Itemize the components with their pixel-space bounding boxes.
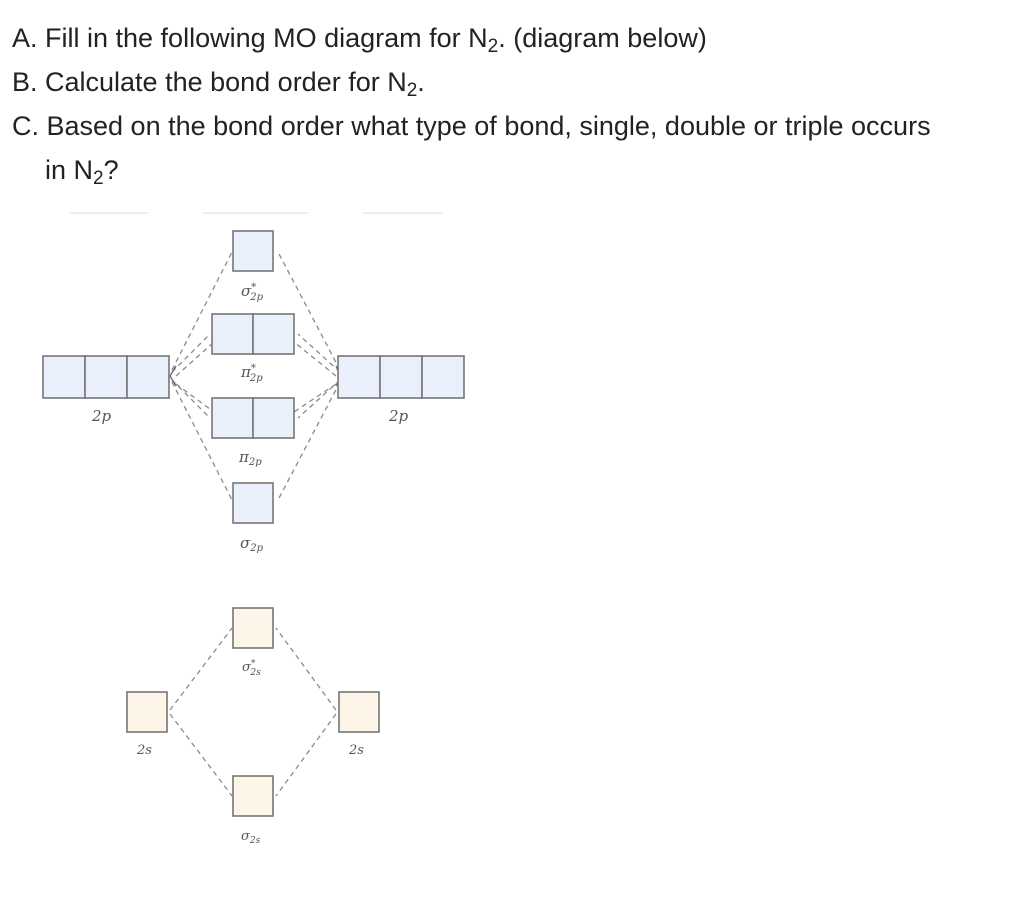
pi-star-2p-box-1[interactable] [212,314,253,354]
sigma-2s-box[interactable] [233,776,273,816]
sigma-2p-symbol: σ [240,534,251,552]
right-2p-box-1[interactable] [338,356,380,398]
subscript-2: 2 [93,168,104,189]
sigma-star-2p-label [241,282,264,303]
pi-2p-symbol: π [239,448,249,466]
sigma-2p-box[interactable] [233,483,273,523]
right-2p-label: 2p [389,407,409,425]
right-2p-box-3[interactable] [422,356,464,398]
sigma-star-2p-sub: 2p [250,292,264,303]
sigma-2p-label [240,534,264,554]
left-2p-label: 2p [92,407,112,425]
right-2p-box-2[interactable] [380,356,422,398]
sigma-2p-sub: 2p [250,543,264,554]
question-a-text: A. Fill in the following MO diagram for N [12,23,488,53]
sigma-star-2s-sub: 2s [250,668,261,678]
question-c-cont-text: in N [45,155,94,185]
left-2p-box-1[interactable] [43,356,85,398]
question-b-text: B. Calculate the bond order for N [12,67,407,97]
pi-2p-sub: 2p [248,457,262,468]
dash-left-2p-pi-b [176,384,214,412]
dash-right-2p-pi-star-b [294,342,336,376]
question-b-tail: . [417,67,425,97]
left-2s-label: 2s [137,743,152,758]
pi-2p-label [238,448,262,468]
question-c-cont-tail: ? [103,155,119,185]
dash-left-2s-sigma [170,714,232,796]
right-2p-orbitals[interactable] [338,356,464,398]
sigma-2s-sub: 2s [249,836,261,846]
dash-right-2p-pi-b [294,384,336,412]
right-2s-label: 2s [349,743,364,758]
sigma-star-2s-label [242,659,261,678]
sigma-star-2p-box[interactable] [233,231,273,271]
dash-right-2p-pi-star [298,334,340,372]
subscript-2: 2 [487,36,499,57]
sigma-star-2s-symbol: σ [242,660,251,675]
question-a-tail: . (diagram below) [498,23,707,53]
left-2p-box-2[interactable] [85,356,127,398]
sigma-star-2p-mark: * [251,282,257,293]
question-c-text: C. Based on the bond order what type of bond, single, double or triple occurs [12,111,931,141]
pi-star-2p-mark: * [250,363,256,374]
sigma-2s-symbol: σ [241,829,250,844]
left-2p-box-3[interactable] [127,356,169,398]
sigma-star-2s-box[interactable] [233,608,273,648]
pi-2p-box-2[interactable] [253,398,294,438]
sigma-star-2s-mark: * [250,659,256,669]
pi-2p-box-1[interactable] [212,398,253,438]
dash-left-2p-pi-star-b [176,342,214,376]
sigma-star-2p-symbol: σ [241,282,252,300]
pi-star-2p-box-2[interactable] [253,314,294,354]
dash-left-2s-sigma-star [170,628,232,710]
s-orbitals[interactable] [127,608,379,816]
subscript-2: 2 [406,80,418,101]
pi-star-2p-label [240,363,263,384]
left-2p-orbitals[interactable] [43,356,169,398]
dash-left-2p-pi-star [172,334,210,372]
dash-right-2s-sigma-star [276,628,336,710]
pi-star-2p-sub: 2p [249,373,263,384]
right-2s-box[interactable] [339,692,379,732]
dash-right-2s-sigma [276,714,336,796]
pi-star-2p-symbol: π [241,363,251,381]
sigma-2s-label [241,829,261,846]
left-2s-box[interactable] [127,692,167,732]
